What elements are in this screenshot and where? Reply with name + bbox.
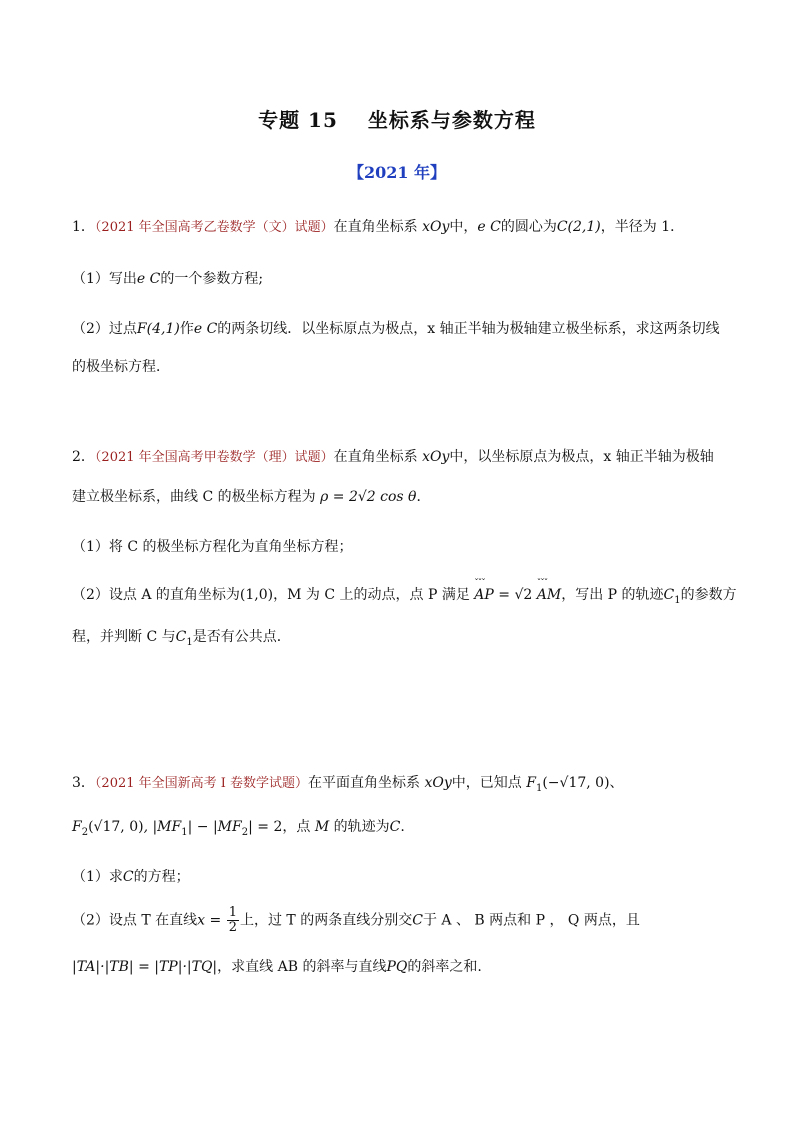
text: ，点 xyxy=(282,819,311,835)
year-heading: 【2021 年】 xyxy=(347,163,447,182)
math: xOy xyxy=(424,775,452,791)
problem-3-statement xyxy=(72,772,624,800)
math: = √2 xyxy=(498,587,533,603)
math: x = xyxy=(197,912,222,929)
text: 建立极坐标系，曲线 C 的极坐标方程为 xyxy=(72,489,316,505)
math: e C xyxy=(136,271,161,287)
text: 的斜率之和. xyxy=(407,959,482,975)
text: 的参数方 xyxy=(680,587,737,603)
vector-ap: ˇˇˇ AP xyxy=(474,584,494,606)
text: 于 A 、 B 两点和 P ， Q 两点，且 xyxy=(422,912,640,929)
math: |TA|·|TB| = |TP|·|TQ| xyxy=(72,959,218,975)
text: 在直角坐标系 xyxy=(333,449,418,465)
text: 上，过 T 的两条直线分别交 xyxy=(239,912,413,929)
math: ρ = 2√2 cos θ xyxy=(320,489,417,505)
text: 是否有公共点． xyxy=(192,629,291,645)
problem-number: 3． xyxy=(72,775,95,791)
math: C xyxy=(389,819,401,835)
problem-1-part-1 xyxy=(72,268,263,290)
text: 的圆心为 xyxy=(500,219,557,235)
problem-2-part-2 xyxy=(72,584,737,612)
text: 中，以坐标原点为极点，x 轴正半轴为极轴 xyxy=(449,449,714,465)
vector-am: ˇˇˇ AM xyxy=(537,584,561,606)
problem-source: （2021 年全国高考甲卷数学（理）试题） xyxy=(94,450,334,465)
math: (−√17, 0) xyxy=(542,775,610,791)
problem-3-part-2 xyxy=(72,906,640,935)
subscript: 1 xyxy=(181,826,188,838)
title-topic: 坐标系与参数方程 xyxy=(367,108,536,132)
page-title xyxy=(0,104,794,133)
problem-source: （2021 年全国高考乙卷数学（文）试题） xyxy=(94,220,334,235)
text: 中， xyxy=(449,219,478,235)
problem-source: （2021 年全国新高考 I 卷数学试题） xyxy=(94,776,309,791)
math: e C xyxy=(477,219,501,235)
text: ，写出 P 的轨迹 xyxy=(561,587,664,603)
math: C xyxy=(175,629,187,645)
math: xOy xyxy=(422,219,450,235)
math: | = 2 xyxy=(248,819,283,835)
text: 的轨迹为 xyxy=(333,819,390,835)
math: F(4,1) xyxy=(136,321,180,337)
problem-1-statement xyxy=(72,216,684,239)
text: （2）设点 A 的直角坐标为 xyxy=(72,587,240,603)
problem-2-statement-cont xyxy=(72,486,430,508)
math: (1,0) xyxy=(239,587,274,603)
denominator: 2 xyxy=(228,920,237,935)
text: （2）过点 xyxy=(72,321,137,337)
problem-number: 2． xyxy=(72,449,95,465)
subscript: 1 xyxy=(186,636,193,648)
text: （1）写出 xyxy=(72,271,137,287)
math: C xyxy=(663,587,675,603)
text: 的方程； xyxy=(133,869,190,885)
problem-3-part-2-cont xyxy=(72,956,482,978)
text: ，求直线 AB 的斜率与直线 xyxy=(217,959,387,975)
text: 在直角坐标系 xyxy=(333,219,418,235)
text: ． xyxy=(416,489,431,505)
math: F xyxy=(526,775,536,791)
subscript: 2 xyxy=(241,826,249,838)
text: . xyxy=(400,819,405,835)
text: ，半径为 1． xyxy=(600,219,685,235)
subscript: 1 xyxy=(674,594,681,606)
problem-number: 1． xyxy=(72,219,95,235)
problem-3-part-1 xyxy=(72,866,190,888)
title-number: 专题 15 xyxy=(258,108,338,132)
text: 、 xyxy=(609,775,624,791)
math: C(2,1) xyxy=(556,219,601,235)
text: 中，已知点 xyxy=(451,775,522,791)
problem-2-part-1: （1）将 C 的极坐标方程化为直角坐标方程； xyxy=(72,539,353,555)
math: , |MF xyxy=(143,819,182,835)
math: M xyxy=(314,819,330,835)
text: 程，并判断 C 与 xyxy=(72,629,176,645)
math: F xyxy=(72,819,82,835)
text: （2）设点 T 在直线 xyxy=(72,912,198,929)
text: ，M 为 C 上的动点，点 P 满足 xyxy=(273,587,470,603)
problem-1-part-2-cont: 的极坐标方程． xyxy=(72,359,170,375)
text: 在平面直角坐标系 xyxy=(308,775,421,791)
math: C xyxy=(412,912,423,929)
fraction-one-half xyxy=(227,906,239,935)
text: 的两条切线．以坐标原点为极点，x 轴正半轴为极轴建立极坐标系，求这两条切线 xyxy=(217,321,720,337)
numerator: 1 xyxy=(228,905,237,920)
math: xOy xyxy=(422,449,450,465)
text: （1）求 xyxy=(72,869,123,885)
math: e C xyxy=(193,321,218,337)
problem-3-statement-cont xyxy=(72,816,405,844)
problem-1-part-2 xyxy=(72,318,720,340)
subscript: 1 xyxy=(535,782,543,794)
text: 作 xyxy=(179,321,194,337)
math: PQ xyxy=(386,959,408,975)
math: C xyxy=(122,869,134,885)
subscript: 2 xyxy=(81,826,89,838)
math: (√17, 0) xyxy=(88,819,144,835)
problem-2-statement xyxy=(72,446,714,469)
text: 的一个参数方程; xyxy=(160,271,264,287)
math: | − |MF xyxy=(187,819,242,835)
problem-2-part-2-cont xyxy=(72,626,291,654)
